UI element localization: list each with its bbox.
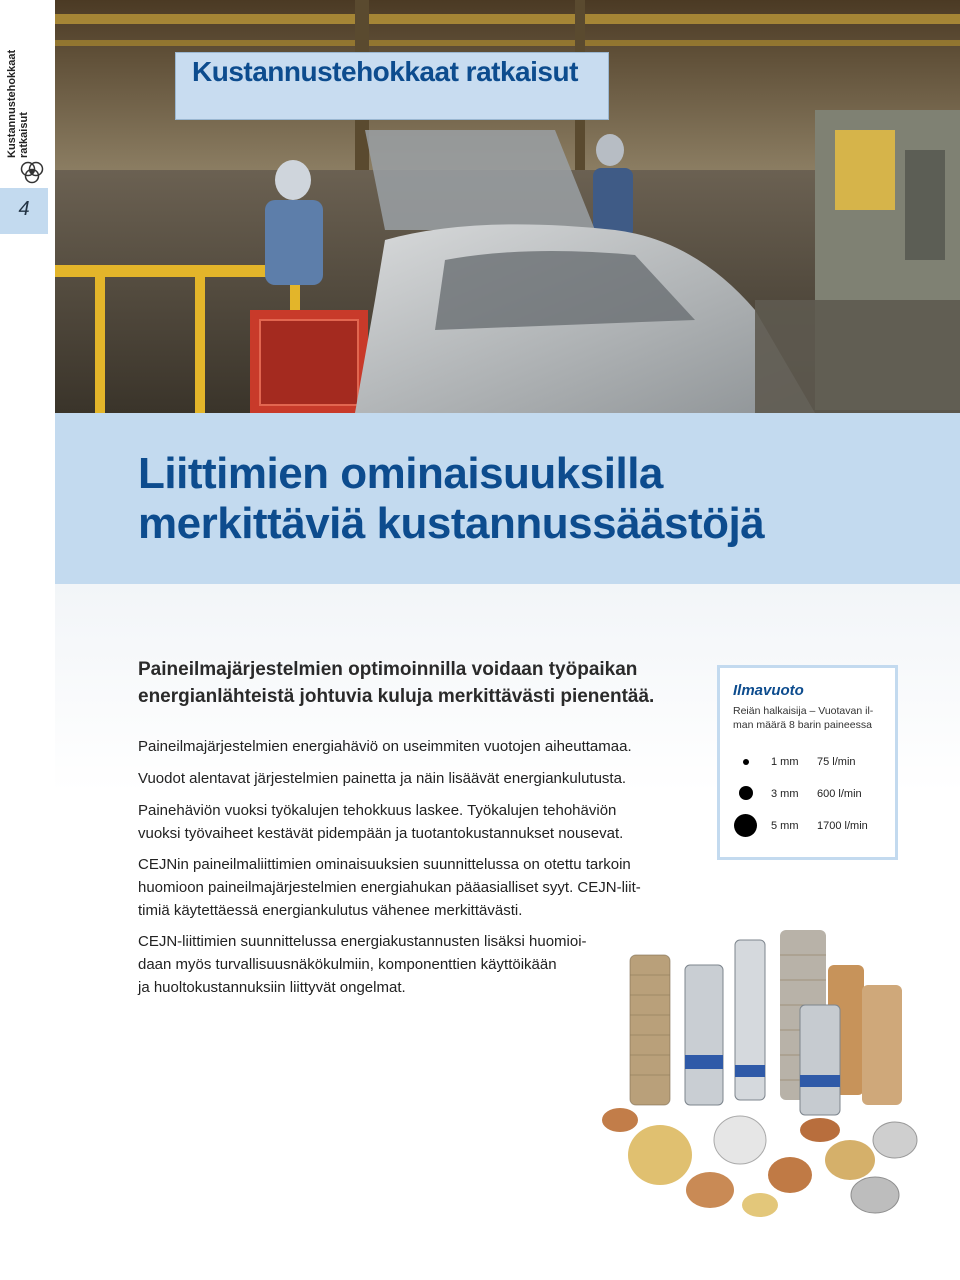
hole-5mm-dot-icon — [734, 814, 757, 837]
air-leak-flow: 600 l/min — [817, 788, 862, 800]
section-rail — [0, 0, 48, 1280]
air-leak-flow: 75 l/min — [817, 756, 856, 768]
page-number-tab — [0, 188, 48, 234]
paragraph-safety-line-2: daan myös turvallisuusnäkökulmiin, komponenttien käyttöikään — [138, 956, 557, 973]
lead-paragraph — [138, 656, 708, 710]
air-leak-row — [720, 820, 895, 850]
air-leak-title: Ilmavuoto — [733, 682, 804, 699]
factory-photo — [55, 0, 960, 413]
paragraph-leaks: Vuodot alentavat järjestelmien painetta ja näin lisäävät energiankulutusta. — [138, 770, 627, 787]
page-title — [138, 449, 938, 549]
title-band — [55, 413, 960, 584]
page-title-line-2: merkittäviä kustannussäästöjä — [138, 499, 765, 548]
air-leak-row — [720, 756, 895, 786]
section-rail-text: Kustannustehokkaat ratkaisut — [6, 49, 30, 158]
paragraph-safety-line-3: ja huoltokustannuksiin liittyvät ongelmat. — [138, 979, 406, 996]
coins-and-couplings-illustration — [600, 925, 945, 1225]
hole-3mm-dot-icon — [739, 786, 753, 800]
section-kicker: Kustannustehokkaat ratkaisut — [192, 56, 578, 87]
paragraph-safety-line-1: CEJN-liittimien suunnittelussa energiakustannusten lisäksi huomioi- — [138, 933, 587, 950]
paragraph-pressure-drop — [138, 799, 698, 845]
paragraph-energy-loss: Paineilmajärjestelmien energiahäviö on useimmiten vuotojen aiheuttamaa. — [138, 738, 632, 755]
cejn-logo-icon — [18, 158, 46, 186]
lead-line-2: energianlähteistä johtuvia kuluja merkittävästi pienentää. — [138, 686, 655, 707]
paragraph-pressure-drop-line-1: Painehäviön vuoksi työkalujen tehokkuus laskee. Työkalujen tehohäviön — [138, 802, 617, 819]
lead-line-1: Paineilmajärjestelmien optimoinnilla voidaan työpaikan — [138, 659, 638, 680]
air-leak-flow: 1700 l/min — [817, 820, 868, 832]
paragraph-cejn-design-line-3: timiä käytettäessä energiankulutus vähenee merkittävästi. — [138, 902, 523, 919]
paragraph-cejn-design-line-1: CEJNin paineilmaliittimien ominaisuuksien suunnittelussa on otettu tarkoin — [138, 856, 631, 873]
air-leak-subtitle-line-1: Reiän halkaisija – Vuotavan il- — [733, 705, 874, 717]
air-leak-size: 3 mm — [771, 788, 799, 800]
paragraph-cejn-design-line-2: huomioon paineilmajärjestelmien energiahukan pääasialliset syyt. CEJN-liit- — [138, 879, 641, 896]
section-kicker-box — [175, 52, 609, 120]
section-rail-label — [6, 40, 46, 158]
air-leak-size: 5 mm — [771, 820, 799, 832]
air-leak-box — [717, 665, 898, 860]
paragraph-pressure-drop-line-2: vuoksi työvaiheet kestävät pidempään ja tuotantokustannukset nousevat. — [138, 825, 624, 842]
air-leak-subtitle — [733, 704, 891, 732]
coin-stacks — [630, 930, 902, 1105]
page-title-line-1: Liittimien ominaisuuksilla — [138, 449, 663, 498]
page-number: 4 — [18, 198, 30, 220]
air-leak-size: 1 mm — [771, 756, 799, 768]
loose-coins — [602, 1108, 917, 1217]
paragraph-cejn-design — [138, 853, 698, 922]
air-leak-subtitle-line-2: man määrä 8 barin paineessa — [733, 719, 872, 731]
hole-1mm-dot-icon — [743, 759, 749, 765]
